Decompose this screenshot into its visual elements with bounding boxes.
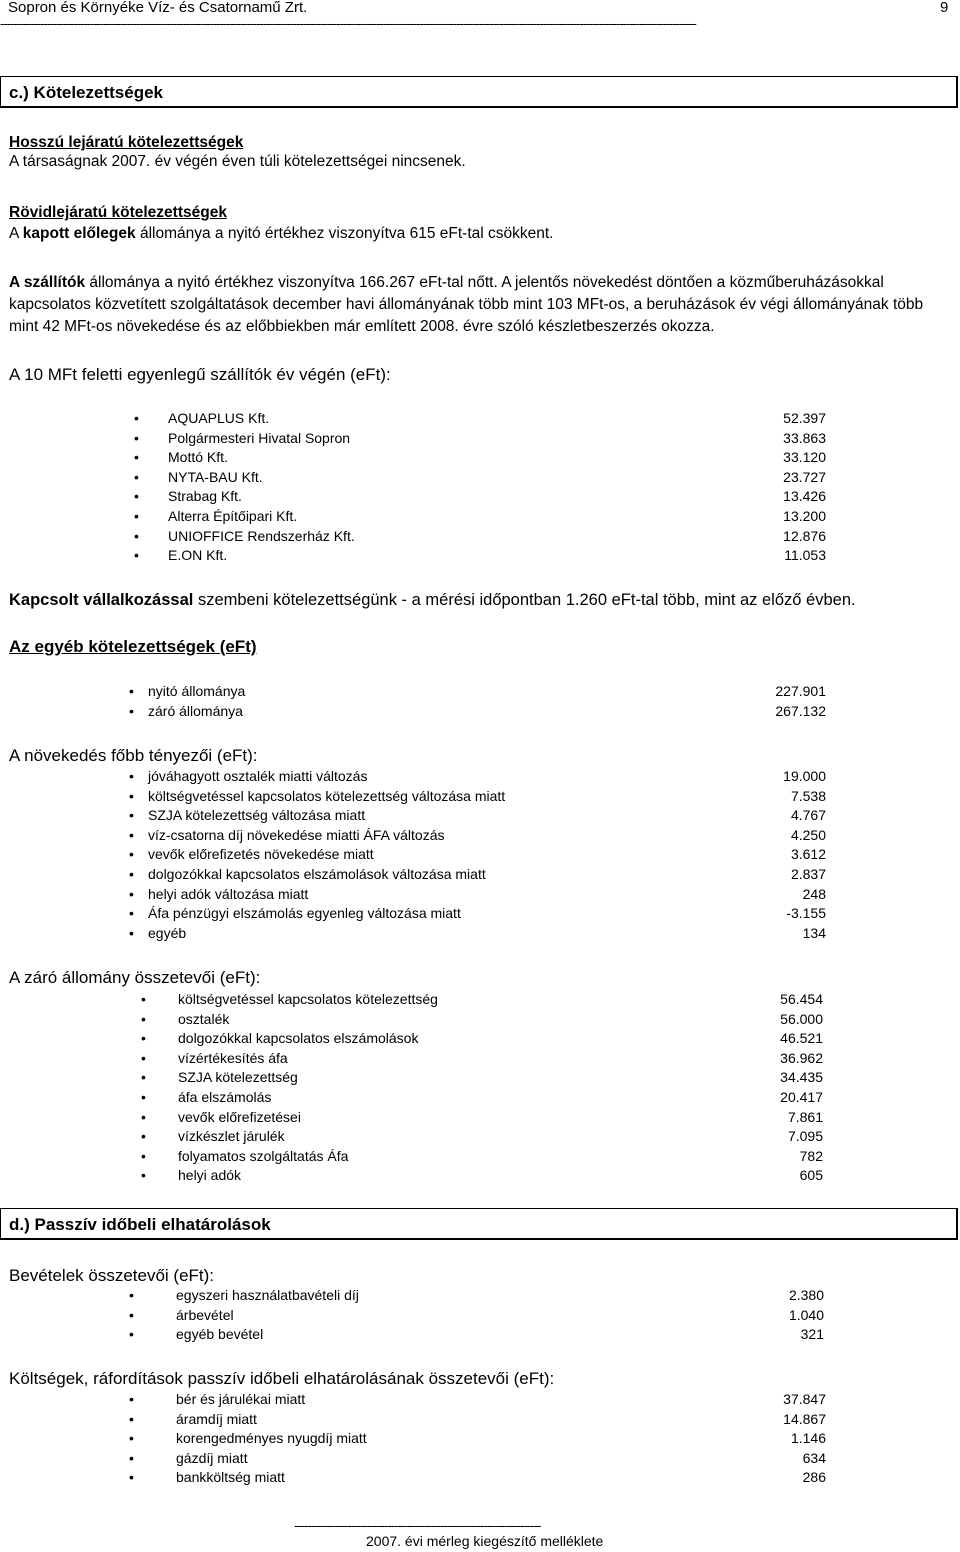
closing-heading: A záró állomány összetevői (eFt): (9, 968, 261, 987)
section-c-title: c.) Kötelezettségek (9, 83, 163, 102)
other-liabilities-list (0, 683, 960, 722)
advances-text (9, 225, 553, 243)
suppliers-list-heading: A 10 MFt feletti egyenlegű szállítók év végén (eFt): (9, 365, 391, 384)
list-item (0, 846, 960, 866)
list-item-label: Alterra Építőipari Kft. (168, 507, 298, 524)
list-item (0, 1411, 960, 1431)
list-item-label: E.ON Kft. (168, 547, 228, 564)
list-item-label: helyi adók változása miatt (148, 885, 309, 902)
bullet-icon: • (134, 507, 139, 524)
list-item-value: 7.538 (790, 787, 826, 804)
list-item (0, 788, 960, 808)
cost-heading: Költségek, ráfordítások passzív időbeli elhatárolásának összetevői (eFt): (9, 1369, 555, 1388)
list-item-value: 14.867 (783, 1410, 826, 1427)
list-item (0, 1148, 960, 1168)
list-item-value: 2.837 (790, 865, 826, 882)
list-item-value: 12.876 (783, 527, 826, 544)
list-item-label: SZJA kötelezettség (178, 1069, 298, 1086)
list-item-value: 13.200 (783, 507, 826, 524)
related-party-bold: Kapcsolt vállalkozással (9, 591, 194, 609)
section-d-title: d.) Passzív időbeli elhatárolások (9, 1215, 271, 1234)
list-item-value: 4.250 (790, 826, 826, 843)
bullet-icon: • (129, 905, 134, 922)
list-item-label: költségvetéssel kapcsolatos kötelezettség (178, 991, 438, 1007)
list-item-value: 634 (802, 1449, 826, 1466)
list-item (0, 683, 960, 703)
short-term-heading: Rövidlejáratú kötelezettségek (9, 204, 227, 221)
bullet-icon: • (134, 547, 139, 564)
list-item-label: NYTA-BAU Kft. (168, 468, 263, 485)
list-item-value: 46.521 (780, 1030, 823, 1047)
bullet-icon: • (129, 1410, 134, 1427)
bullet-icon: • (134, 468, 139, 485)
list-item-value: 227.901 (775, 683, 826, 699)
list-item-value: 36.962 (780, 1049, 823, 1066)
list-item-label: Polgármesteri Hivatal Sopron (168, 429, 351, 446)
list-item-label: bankköltség miatt (176, 1469, 285, 1486)
list-item-value: 7.861 (787, 1108, 823, 1125)
list-item (0, 1030, 960, 1050)
list-item-label: jóváhagyott osztalék miatti változás (148, 768, 368, 784)
suppliers-bold: A szállítók (9, 274, 86, 291)
list-item (0, 1011, 960, 1031)
list-item-label: árbevétel (176, 1306, 234, 1323)
list-item-value: 23.727 (783, 468, 826, 485)
list-item-label: dolgozókkal kapcsolatos elszámolások változása miatt (148, 865, 486, 882)
bullet-icon: • (141, 1128, 146, 1145)
list-item-label: SZJA kötelezettség változása miatt (148, 807, 366, 824)
bullet-icon: • (141, 1010, 146, 1027)
page-number: 9 (940, 0, 949, 16)
list-item (0, 1430, 960, 1450)
growth-factors-list (0, 768, 960, 944)
bullet-icon: • (134, 449, 139, 466)
closing-components-list (0, 991, 960, 1187)
bullet-icon: • (129, 1287, 134, 1303)
list-item-value: 286 (802, 1469, 826, 1486)
bullet-icon: • (129, 826, 134, 843)
list-item-label: egyszeri használatbavételi díj (176, 1287, 359, 1303)
list-item (0, 1326, 960, 1346)
list-item-label: folyamatos szolgáltatás Áfa (178, 1147, 349, 1164)
related-party-text (9, 591, 856, 610)
suppliers-list (0, 410, 960, 567)
bullet-icon: • (141, 1049, 146, 1066)
bullet-icon: • (129, 885, 134, 902)
bullet-icon: • (129, 865, 134, 882)
list-item (0, 1307, 960, 1327)
list-item-label: dolgozókkal kapcsolatos elszámolások (178, 1030, 419, 1047)
list-item (0, 1287, 960, 1307)
list-item (0, 1391, 960, 1411)
bullet-icon: • (129, 924, 134, 941)
related-party-rest: szembeni kötelezettségünk - a mérési időpontban 1.260 eFt-tal több, mint az előző évben. (193, 591, 856, 609)
list-item (0, 488, 960, 508)
list-item-value: 34.435 (780, 1069, 823, 1086)
bullet-icon: • (129, 1449, 134, 1466)
list-item-value: 3.612 (790, 846, 826, 863)
list-item-label: vevők előrefizetései (178, 1108, 301, 1125)
list-item (0, 1469, 960, 1489)
advances-bold: kapott előlegek (22, 225, 136, 242)
list-item-label: korengedményes nyugdíj miatt (176, 1430, 367, 1447)
bullet-icon: • (134, 429, 139, 446)
list-item-label: Mottó Kft. (168, 449, 228, 466)
list-item-value: 267.132 (775, 702, 826, 719)
revenue-heading: Bevételek összetevői (eFt): (9, 1266, 215, 1285)
bullet-icon: • (141, 1030, 146, 1047)
list-item-label: helyi adók (178, 1167, 242, 1184)
bullet-icon: • (134, 527, 139, 544)
suppliers-text: állománya a nyitó értékhez viszonyítva 166.267 eFt-tal nőtt. A jelentős növekedést döntően a közműberuházásokkal kapcsolatos közvetített szolgáltatások december havi állományának több mint 103 MFt-os, a beruházások év végi állományának több mint 42 MFt-os növekedése és az előbbiekben már említett 2008. évre szóló készletbeszerzés okozza. (9, 274, 924, 335)
list-item-value: 56.454 (780, 991, 823, 1007)
list-item-label: költségvetéssel kapcsolatos kötelezettség változása miatt (148, 787, 506, 804)
company-name: Sopron és Környéke Víz- és Csatornamű Zrt. (8, 0, 308, 16)
list-item-value: -3.155 (786, 905, 826, 922)
section-c-title-box (0, 76, 958, 108)
header-divider: ----------------------------------------------------------------------------------------------------------------------------------------------------------------------------------------------------------------- (0, 17, 696, 31)
footer-divider: -------------------------------------------------------------------------- (294, 1518, 541, 1533)
bullet-icon: • (129, 1326, 134, 1343)
list-item-label: bér és járulékai miatt (176, 1391, 306, 1407)
list-item-value: 7.095 (787, 1128, 823, 1145)
list-item-value: 134 (802, 924, 826, 941)
list-item (0, 1128, 960, 1148)
list-item-value: 33.863 (783, 429, 826, 446)
bullet-icon: • (141, 1108, 146, 1125)
list-item (0, 1109, 960, 1129)
list-item-label: osztalék (178, 1010, 230, 1027)
list-item-value: 33.120 (783, 449, 826, 466)
list-item (0, 703, 960, 723)
bullet-icon: • (129, 846, 134, 863)
list-item (0, 430, 960, 450)
bullet-icon: • (141, 1069, 146, 1086)
list-item (0, 1167, 960, 1187)
list-item-label: áramdíj miatt (176, 1410, 257, 1427)
list-item (0, 469, 960, 489)
list-item-value: 52.397 (783, 410, 826, 426)
advances-pre: A (9, 225, 23, 242)
list-item (0, 991, 960, 1011)
list-item-label: AQUAPLUS Kft. (168, 410, 270, 426)
list-item (0, 1089, 960, 1109)
section-d-title-box (0, 1208, 958, 1240)
growth-heading: A növekedés főbb tényezői (eFt): (9, 746, 258, 765)
bullet-icon: • (129, 1469, 134, 1486)
list-item-label: vevők előrefizetés növekedése miatt (148, 846, 374, 863)
bullet-icon: • (134, 410, 139, 426)
list-item-value: 248 (802, 885, 826, 902)
list-item-label: Strabag Kft. (168, 488, 242, 505)
list-item-value: 11.053 (784, 547, 826, 564)
list-item-value: 321 (800, 1326, 824, 1343)
long-term-heading: Hosszú lejáratú kötelezettségek (9, 134, 244, 151)
bullet-icon: • (129, 1306, 134, 1323)
advances-post: állománya a nyitó értékhez viszonyítva 615 eFt-tal csökkent. (135, 225, 554, 242)
suppliers-paragraph (9, 272, 954, 338)
bullet-icon: • (129, 787, 134, 804)
other-liabilities-heading: Az egyéb kötelezettségek (eFt) (9, 637, 257, 656)
list-item-value: 37.847 (783, 1391, 826, 1407)
list-item-value: 4.767 (790, 807, 826, 824)
list-item-value: 1.146 (790, 1430, 826, 1447)
list-item (0, 807, 960, 827)
bullet-icon: • (129, 768, 134, 784)
bullet-icon: • (134, 488, 139, 505)
list-item (0, 508, 960, 528)
footer-text: 2007. évi mérleg kiegészítő melléklete (366, 1533, 604, 1549)
bullet-icon: • (141, 991, 146, 1007)
list-item (0, 547, 960, 567)
long-term-text: A társaságnak 2007. év végén éven túli kötelezettségei nincsenek. (9, 153, 466, 170)
list-item-label: víz-csatorna díj növekedése miatti ÁFA változás (148, 826, 445, 843)
bullet-icon: • (129, 1391, 134, 1407)
list-item (0, 410, 960, 430)
list-item (0, 905, 960, 925)
list-item (0, 1050, 960, 1070)
bullet-icon: • (141, 1088, 146, 1105)
bullet-icon: • (129, 683, 134, 699)
list-item (0, 768, 960, 788)
bullet-icon: • (129, 1430, 134, 1447)
bullet-icon: • (141, 1147, 146, 1164)
list-item-value: 782 (799, 1147, 823, 1164)
list-item (0, 827, 960, 847)
list-item (0, 886, 960, 906)
cost-list (0, 1391, 960, 1489)
revenue-list (0, 1287, 960, 1346)
list-item-label: záró állománya (148, 702, 243, 719)
list-item-label: vízkészlet járulék (178, 1128, 285, 1145)
list-item-value: 20.417 (780, 1088, 823, 1105)
bullet-icon: • (129, 807, 134, 824)
list-item (0, 1069, 960, 1089)
list-item-label: egyéb (148, 924, 187, 941)
list-item (0, 528, 960, 548)
list-item (0, 1450, 960, 1470)
bullet-icon: • (141, 1167, 146, 1184)
list-item-label: vízértékesítés áfa (178, 1049, 288, 1066)
list-item (0, 449, 960, 469)
list-item-label: áfa elszámolás (178, 1088, 272, 1105)
list-item-value: 2.380 (788, 1287, 824, 1303)
list-item-value: 605 (799, 1167, 823, 1184)
list-item-label: Áfa pénzügyi elszámolás egyenleg változása miatt (148, 905, 461, 922)
list-item (0, 866, 960, 886)
bullet-icon: • (129, 702, 134, 719)
list-item (0, 925, 960, 945)
list-item-value: 56.000 (780, 1010, 823, 1027)
list-item-value: 1.040 (788, 1306, 824, 1323)
list-item-label: UNIOFFICE Rendszerház Kft. (168, 527, 355, 544)
list-item-value: 19.000 (783, 768, 826, 784)
list-item-label: egyéb bevétel (176, 1326, 264, 1343)
list-item-value: 13.426 (783, 488, 826, 505)
list-item-label: gázdíj miatt (176, 1449, 248, 1466)
list-item-label: nyitó állománya (148, 683, 246, 699)
